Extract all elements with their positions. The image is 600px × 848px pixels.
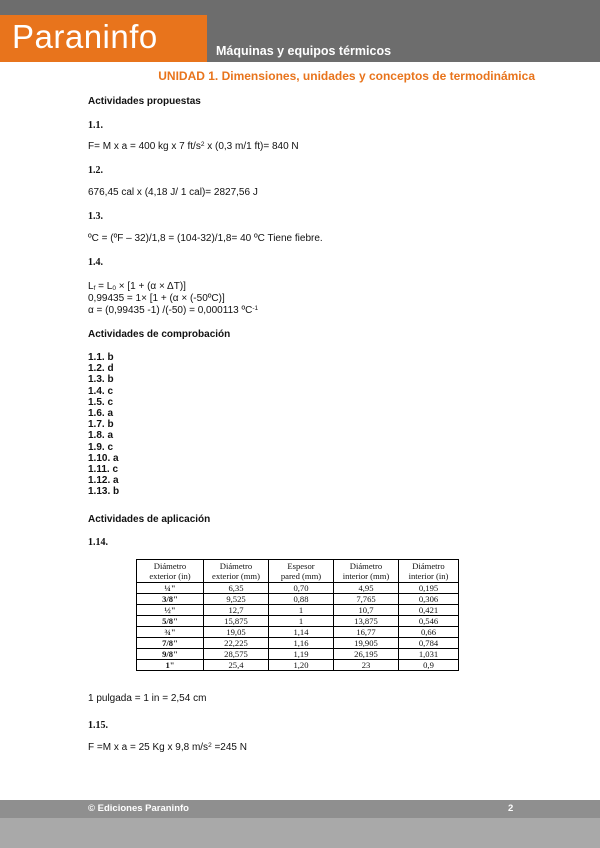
diameter-table <box>136 559 459 671</box>
answer-line: F= M x a = 400 kg x 7 $ft/s^2$ x (0,3 m/1 ft)= 840 N <box>88 141 299 152</box>
page-number: 2 <box>508 803 514 814</box>
list-item: 1.4. c <box>88 385 114 397</box>
list-item: 1.2. d <box>88 363 114 375</box>
table-row: 9/8" 28,575 1,19 26,195 1,031 <box>137 649 459 660</box>
table-header-row <box>137 560 459 583</box>
brand-name: Paraninfo <box>12 18 158 55</box>
section-heading-propuestas: Actividades propuestas <box>88 96 201 107</box>
column-header: Diámetro interior (in) <box>399 560 459 583</box>
column-header: Diámetro exterior (in) <box>137 560 204 583</box>
list-item: 1.11. c <box>88 463 119 475</box>
list-item: 1.5. c <box>88 396 114 408</box>
section-heading-comprobacion: Actividades de comprobación <box>88 329 231 340</box>
list-item: 1.1. b <box>88 352 114 363</box>
table-row: 5/8" 15,875 1 13,875 0,546 <box>137 616 459 627</box>
publisher-credit: © Ediciones Paraninfo <box>88 803 189 814</box>
column-header: Espesor pared (mm) <box>269 560 334 583</box>
brand-logo <box>0 15 207 62</box>
list-item: 1.7. b <box>88 419 114 431</box>
list-item: 1.8. a <box>88 430 114 442</box>
list-item: 1.3. b <box>88 374 114 386</box>
section-heading-aplicacion: Actividades de aplicación <box>88 514 211 525</box>
conversion-note: 1 pulgada = 1 in = 2,54 cm <box>88 693 207 704</box>
table-row: ¾" 19,05 1,14 16,77 0,66 <box>137 627 459 638</box>
formula-line: α = (0,99435 -1) /(-50) = 0,000113 ºC$^{-1}$ <box>88 305 259 316</box>
question-number: 1.1. <box>88 120 103 131</box>
question-number: 1.14. <box>88 537 108 548</box>
list-item: 1.6. a <box>88 407 114 419</box>
table-row: ¼" 6,35 0,70 4,95 0,195 <box>137 583 459 594</box>
list-item: 1.9. c <box>88 441 114 453</box>
footer-bar <box>0 800 600 848</box>
book-title: Máquinas y equipos térmicos <box>216 44 392 58</box>
list-item: 1.13. b <box>88 486 120 498</box>
formula-line: 0,99435 = 1× [1 + (α × (-50ºC)] <box>88 293 225 304</box>
table-row: 1" 25,4 1,20 23 0,9 <box>137 660 459 671</box>
table-row: 3/8" 9,525 0,88 7,765 0,306 <box>137 594 459 605</box>
answer-line: F =M x a = 25 Kg x 9,8 $m/s^2 =245$ N <box>88 742 247 753</box>
formula-line: Lf = L0 × [1 + (α × ΔT)] <box>88 281 186 292</box>
question-number: 1.2. <box>88 165 103 176</box>
answer-line: ºC = (ºF – 32)/1,8 = (104-32)/1,8= 40 ºC Tiene fiebre. <box>88 233 323 244</box>
list-item: 1.10. a <box>88 452 119 464</box>
unit-title: UNIDAD 1. Dimensiones, unidades y conceptos de termodinámica <box>158 69 535 83</box>
column-header: Diámetro interior (mm) <box>334 560 399 583</box>
table-row: ½" 12,7 1 10,7 0,421 <box>137 605 459 616</box>
answer-list <box>88 352 119 497</box>
question-number: 1.3. <box>88 211 103 222</box>
question-number: 1.15. <box>88 720 108 731</box>
table-row: 7/8" 22,225 1,16 19,905 0,784 <box>137 638 459 649</box>
list-item: 1.12. a <box>88 475 119 487</box>
question-number: 1.4. <box>88 257 103 268</box>
answer-line: 676,45 cal x (4,18 J/ 1 cal)= 2827,56 J <box>88 187 258 198</box>
column-header: Diámetro exterior (mm) <box>204 560 269 583</box>
